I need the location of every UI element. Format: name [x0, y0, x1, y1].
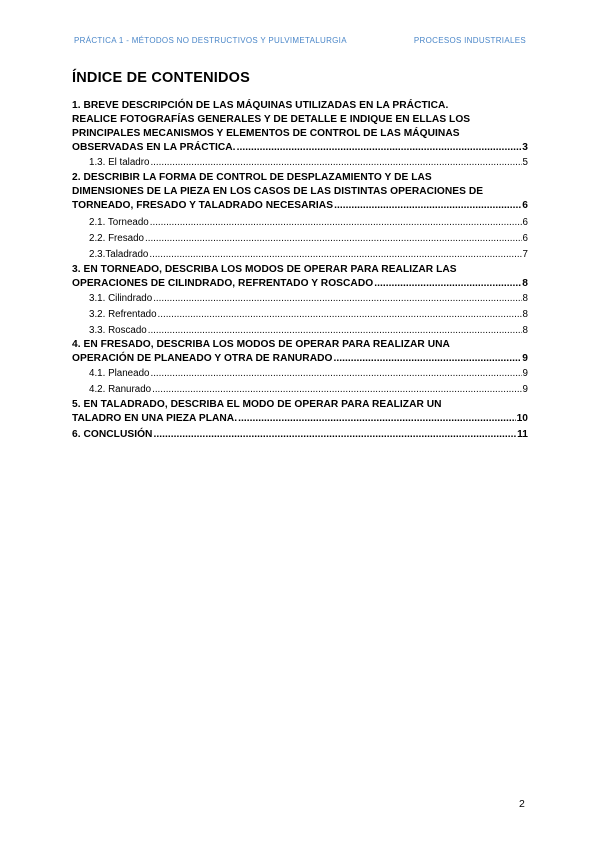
- toc-page-number: 3: [522, 142, 528, 153]
- toc-entry-text: 6. CONCLUSIÓN: [72, 429, 153, 440]
- dot-leader: [150, 156, 521, 170]
- dot-leader: [158, 308, 522, 322]
- page-number: 2: [519, 798, 525, 810]
- toc-entry-3-1[interactable]: [72, 292, 528, 306]
- toc-entry-line: 1. BREVE DESCRIPCIÓN DE LAS MÁQUINAS UTILIZADAS EN LA PRÁCTICA.: [72, 100, 449, 111]
- toc-page-number: 5: [522, 157, 528, 168]
- toc-entry-text: 2.2. Fresado: [89, 233, 145, 244]
- dot-leader: [334, 199, 521, 213]
- dot-leader: [237, 141, 522, 155]
- toc-entry-text: OPERACIONES DE CILINDRADO, REFRENTADO Y ROSCADO: [72, 278, 374, 289]
- toc-entry-2[interactable]: [72, 171, 528, 213]
- table-of-contents: [72, 99, 528, 442]
- toc-entry-text: OPERACIÓN DE PLANEADO Y OTRA DE RANURADO: [72, 353, 333, 364]
- toc-entry-2-3[interactable]: [72, 248, 528, 262]
- dot-leader: [150, 367, 521, 381]
- toc-entry-2-2[interactable]: [72, 232, 528, 246]
- toc-page-number: 9: [522, 353, 528, 364]
- header-document-title: PRÁCTICA 1 - MÉTODOS NO DESTRUCTIVOS Y PULVIMETALURGIA: [74, 36, 347, 45]
- toc-entry-text: TALADRO EN UNA PIEZA PLANA.: [72, 413, 238, 424]
- toc-entry-6[interactable]: [72, 428, 528, 442]
- toc-entry-text: 2.3.Taladrado: [89, 249, 149, 260]
- toc-page-number: 9: [522, 368, 528, 379]
- toc-page-number: 6: [522, 233, 528, 244]
- toc-entry-1-3[interactable]: [72, 156, 528, 170]
- toc-entry-4[interactable]: [72, 338, 528, 366]
- dot-leader: [153, 428, 516, 442]
- toc-entry-line: 2. DESCRIBIR LA FORMA DE CONTROL DE DESPLAZAMIENTO Y DE LAS: [72, 172, 432, 183]
- toc-entry-text: 2.1. Torneado: [89, 217, 149, 228]
- toc-page-number: 9: [522, 384, 528, 395]
- toc-page-number: 8: [522, 309, 528, 320]
- dot-leader: [150, 216, 522, 230]
- toc-entry-text: 1.3. El taladro: [89, 157, 150, 168]
- toc-entry-5[interactable]: [72, 398, 528, 426]
- toc-entry-text: 4.1. Planeado: [89, 368, 150, 379]
- dot-leader: [145, 232, 522, 246]
- dot-leader: [374, 277, 521, 291]
- toc-entry-line: 3. EN TORNEADO, DESCRIBA LOS MODOS DE OPERAR PARA REALIZAR LAS: [72, 264, 457, 275]
- dot-leader: [238, 412, 515, 426]
- toc-entry-line: REALICE FOTOGRAFÍAS GENERALES Y DE DETALLE E INDIQUE EN ELLAS LOS: [72, 114, 471, 125]
- toc-entry-text: 4.2. Ranurado: [89, 384, 152, 395]
- dot-leader: [152, 383, 521, 397]
- toc-entry-line: 4. EN FRESADO, DESCRIBA LOS MODOS DE OPERAR PARA REALIZAR UNA: [72, 339, 450, 350]
- dot-leader: [149, 248, 521, 262]
- toc-page-number: 10: [516, 413, 528, 424]
- toc-page-number: 6: [522, 217, 528, 228]
- toc-page-number: 7: [522, 249, 528, 260]
- toc-entry-text: OBSERVADAS EN LA PRÁCTICA.: [72, 142, 236, 153]
- toc-page-number: 8: [522, 278, 528, 289]
- toc-page-number: 8: [522, 293, 528, 304]
- toc-entry-4-1[interactable]: [72, 367, 528, 381]
- toc-entry-line: 5. EN TALADRADO, DESCRIBA EL MODO DE OPERAR PARA REALIZAR UN: [72, 399, 442, 410]
- dot-leader: [153, 292, 521, 306]
- dot-leader: [148, 324, 522, 338]
- toc-title: ÍNDICE DE CONTENIDOS: [72, 70, 251, 86]
- toc-entry-text: 3.1. Cilindrado: [89, 293, 153, 304]
- toc-entry-4-2[interactable]: [72, 383, 528, 397]
- toc-entry-text: 3.3. Roscado: [89, 325, 147, 336]
- toc-entry-2-1[interactable]: [72, 216, 528, 230]
- dot-leader: [333, 352, 521, 366]
- page-header: [74, 36, 526, 48]
- toc-entry-text: TORNEADO, FRESADO Y TALADRADO NECESARIAS: [72, 200, 334, 211]
- toc-entry-line: DIMENSIONES DE LA PIEZA EN LOS CASOS DE LAS DISTINTAS OPERACIONES DE: [72, 186, 484, 197]
- toc-entry-line: PRINCIPALES MECANISMOS Y ELEMENTOS DE CONTROL DE LAS MÁQUINAS: [72, 128, 460, 139]
- toc-page-number: 8: [522, 325, 528, 336]
- toc-entry-3-3[interactable]: [72, 324, 528, 338]
- toc-page-number: 6: [522, 200, 528, 211]
- toc-entry-3-2[interactable]: [72, 308, 528, 322]
- toc-page-number: 11: [517, 429, 528, 440]
- toc-entry-text: 3.2. Refrentado: [89, 309, 157, 320]
- header-course-name: PROCESOS INDUSTRIALES: [413, 36, 526, 45]
- toc-entry-3[interactable]: [72, 263, 528, 291]
- toc-entry-1[interactable]: [72, 99, 528, 155]
